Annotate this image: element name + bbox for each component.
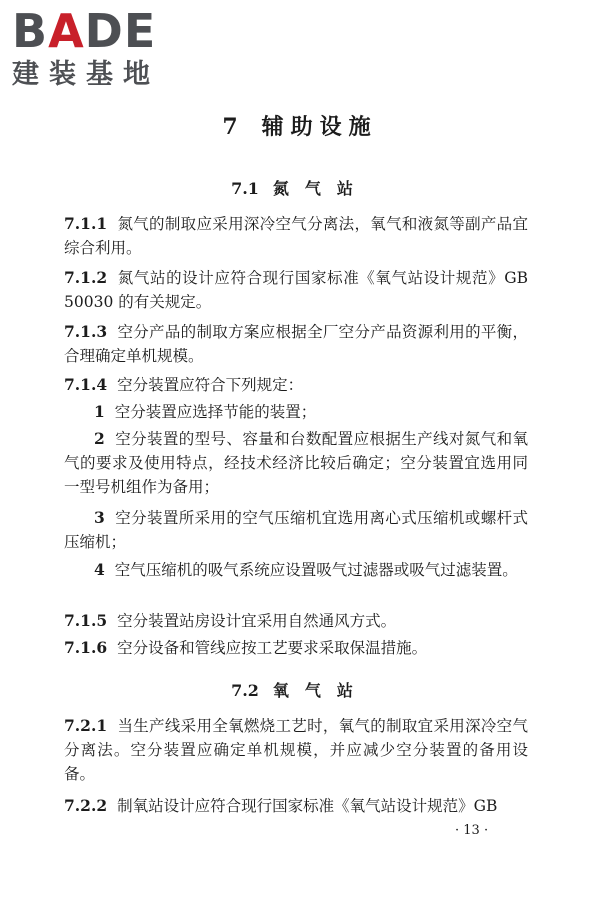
clause-text: 当生产线采用全氧燃烧工艺时，氧气的制取宜采用深冷空气分离法。空分装置应确定单机规模，并应减少空分装置的备用设备。 xyxy=(64,717,528,783)
clause-text: 空分装置站房设计宜采用自然通风方式。 xyxy=(117,612,397,630)
clause-number: 7.1.6 xyxy=(64,638,108,657)
chapter-number: 7 xyxy=(222,114,240,140)
clause-paragraph xyxy=(64,714,528,786)
clause-number: 7.1.2 xyxy=(64,268,108,287)
clause-paragraph xyxy=(64,266,528,314)
logo-accent-letter: A xyxy=(48,4,85,58)
logo-wordmark: B A DE xyxy=(12,4,157,58)
item-text: 空气压缩机的吸气系统应设置吸气过滤器或吸气过滤装置。 xyxy=(114,561,518,579)
clause-number: 7.2.1 xyxy=(64,716,108,735)
section-title: 氧气站 xyxy=(272,681,369,700)
clause-paragraph xyxy=(64,320,528,368)
chapter-name: 辅助设施 xyxy=(261,114,378,140)
logo-subtitle: 建装基地 xyxy=(12,59,160,90)
list-item xyxy=(64,506,528,554)
clause-number: 7.1.3 xyxy=(64,322,108,341)
list-item xyxy=(64,400,528,424)
clause-text: 氮气的制取应采用深冷空气分离法，氧气和液氮等副产品宜综合利用。 xyxy=(64,215,528,257)
item-number: 1 xyxy=(94,402,105,421)
list-item xyxy=(64,427,528,499)
clause-text: 制氧站设计应符合现行国家标准《氧气站设计规范》GB xyxy=(117,797,498,815)
page-number: · 13 · xyxy=(455,823,489,838)
clause-number: 7.2.2 xyxy=(64,796,108,815)
item-number: 2 xyxy=(94,429,105,448)
clause-paragraph xyxy=(64,212,528,260)
item-text: 空分装置的型号、容量和台数配置应根据生产线对氮气和氧气的要求及使用特点，经技术经济比较后确定；空分装置宜选用同一型号机组作为备用； xyxy=(64,430,528,496)
clause-paragraph xyxy=(64,794,528,818)
clause-text: 空分装置应符合下列规定： xyxy=(117,376,304,394)
clause-paragraph xyxy=(64,609,528,633)
chapter-title xyxy=(0,110,600,141)
clause-text: 氮气站的设计应符合现行国家标准《氧气站设计规范》GB 50030 的有关规定。 xyxy=(64,269,528,311)
clause-number: 7.1.4 xyxy=(64,375,108,394)
section-number: 7.2 xyxy=(231,681,259,700)
brand-logo xyxy=(12,6,182,92)
clause-paragraph xyxy=(64,636,528,660)
clause-number: 7.1.1 xyxy=(64,214,108,233)
clause-text: 空分产品的制取方案应根据全厂空分产品资源利用的平衡，合理确定单机规模。 xyxy=(64,323,528,365)
section-number: 7.1 xyxy=(231,179,259,198)
section-heading xyxy=(0,678,600,701)
item-number: 4 xyxy=(94,560,105,579)
section-heading xyxy=(0,176,600,199)
clause-number: 7.1.5 xyxy=(64,611,108,630)
clause-text: 空分设备和管线应按工艺要求采取保温措施。 xyxy=(117,639,428,657)
item-text: 空分装置应选择节能的装置； xyxy=(114,403,317,421)
section-title: 氮气站 xyxy=(272,179,369,198)
item-number: 3 xyxy=(94,508,105,527)
item-text: 空分装置所采用的空气压缩机宜选用离心式压缩机或螺杆式压缩机； xyxy=(64,509,528,551)
list-item xyxy=(64,558,528,582)
clause-paragraph xyxy=(64,373,528,397)
